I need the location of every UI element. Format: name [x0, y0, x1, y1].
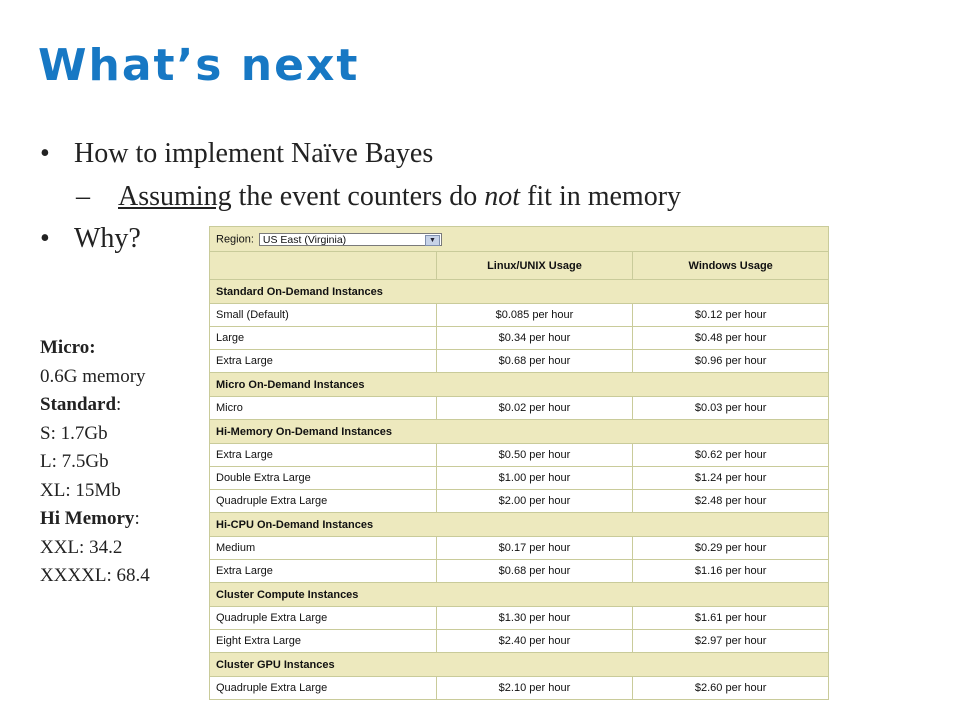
windows-price-cell: $2.48 per hour [633, 490, 829, 513]
hi-memory-xxxxl: XXXXL: 68.4 [40, 565, 150, 586]
micro-label: Micro: [40, 337, 96, 358]
italic-word: not [484, 181, 521, 212]
section-heading: Cluster GPU Instances [210, 653, 829, 677]
instance-name-cell: Double Extra Large [210, 467, 437, 490]
section-row [210, 513, 829, 537]
linux-price-cell: $2.40 per hour [436, 630, 633, 653]
pricing-table [209, 226, 829, 700]
table-row [210, 304, 829, 327]
underlined-word: Assuming [118, 181, 232, 212]
section-heading: Hi-CPU On-Demand Instances [210, 513, 829, 537]
region-cell [210, 227, 829, 252]
hi-memory-colon: : [134, 508, 140, 529]
windows-price-cell: $2.97 per hour [633, 630, 829, 653]
linux-price-cell: $0.085 per hour [436, 304, 633, 327]
table-row [210, 350, 829, 373]
standard-xl: XL: 15Mb [40, 479, 121, 501]
table-row [210, 327, 829, 350]
windows-price-cell: $2.60 per hour [633, 677, 829, 700]
standard-colon: : [116, 394, 122, 415]
instance-name-cell: Extra Large [210, 444, 437, 467]
windows-price-cell: $0.96 per hour [633, 350, 829, 373]
sub-bullet-text-end: fit in memory [520, 181, 682, 212]
standard-l: L: 7.5Gb [40, 451, 109, 472]
table-row [210, 444, 829, 467]
windows-price-cell: $0.03 per hour [633, 397, 829, 420]
instance-name-cell: Quadruple Extra Large [210, 490, 437, 513]
header-cell [210, 252, 437, 280]
windows-price-cell: $0.12 per hour [633, 304, 829, 327]
linux-price-cell: $1.30 per hour [436, 607, 633, 630]
windows-price-cell: $0.62 per hour [633, 444, 829, 467]
section-heading: Standard On-Demand Instances [210, 280, 829, 304]
instance-name-cell: Extra Large [210, 350, 437, 373]
table-row [210, 560, 829, 583]
bullet-text: Why? [74, 223, 141, 254]
slide-title: What’s next [38, 40, 360, 91]
linux-price-cell: $2.00 per hour [436, 490, 633, 513]
memory-notes [40, 334, 150, 591]
linux-price-cell: $0.34 per hour [436, 327, 633, 350]
header-cell: Windows Usage [633, 252, 829, 280]
region-select[interactable] [259, 233, 442, 246]
table-row [210, 607, 829, 630]
instance-name-cell: Large [210, 327, 437, 350]
windows-price-cell: $1.24 per hour [633, 467, 829, 490]
standard-s: S: 1.7Gb [40, 422, 108, 444]
bullet-marker: • [40, 223, 50, 254]
windows-price-cell: $0.48 per hour [633, 327, 829, 350]
linux-price-cell: $1.00 per hour [436, 467, 633, 490]
instance-name-cell: Quadruple Extra Large [210, 677, 437, 700]
table-row [210, 537, 829, 560]
standard-label: Standard [40, 394, 117, 415]
linux-price-cell: $0.68 per hour [436, 350, 633, 373]
table-row [210, 630, 829, 653]
sub-bullet-item [76, 181, 681, 213]
region-label: Region: [216, 232, 254, 245]
instance-name-cell: Eight Extra Large [210, 630, 437, 653]
windows-price-cell: $0.29 per hour [633, 537, 829, 560]
header-cell: Linux/UNIX Usage [436, 252, 633, 280]
hi-memory-label: Hi Memory [40, 508, 135, 529]
table-row [210, 677, 829, 700]
bullet-item [40, 223, 141, 255]
linux-price-cell: $2.10 per hour [436, 677, 633, 700]
table-row [210, 490, 829, 513]
micro-value: 0.6G memory [40, 365, 146, 387]
linux-price-cell: $0.50 per hour [436, 444, 633, 467]
instance-name-cell: Medium [210, 537, 437, 560]
section-row [210, 653, 829, 677]
instance-name-cell: Small (Default) [210, 304, 437, 327]
instance-name-cell: Quadruple Extra Large [210, 607, 437, 630]
table-row [210, 397, 829, 420]
bullet-text: How to implement Naïve Bayes [74, 138, 434, 169]
hi-memory-xxl: XXL: 34.2 [40, 536, 123, 558]
section-row [210, 280, 829, 304]
section-row [210, 583, 829, 607]
instance-name-cell: Extra Large [210, 560, 437, 583]
linux-price-cell: $0.17 per hour [436, 537, 633, 560]
section-heading: Hi-Memory On-Demand Instances [210, 420, 829, 444]
chevron-down-icon[interactable]: ▼ [425, 235, 440, 246]
region-value: US East (Virginia) [262, 233, 347, 246]
windows-price-cell: $1.16 per hour [633, 560, 829, 583]
linux-price-cell: $0.02 per hour [436, 397, 633, 420]
windows-price-cell: $1.61 per hour [633, 607, 829, 630]
table-row [210, 467, 829, 490]
section-row [210, 373, 829, 397]
bullet-item [40, 138, 433, 170]
linux-price-cell: $0.68 per hour [436, 560, 633, 583]
section-heading: Cluster Compute Instances [210, 583, 829, 607]
dash-marker: – [76, 181, 90, 212]
bullet-marker: • [40, 138, 50, 169]
instance-name-cell: Micro [210, 397, 437, 420]
section-row [210, 420, 829, 444]
section-heading: Micro On-Demand Instances [210, 373, 829, 397]
sub-bullet-text: the event counters do [231, 181, 485, 212]
